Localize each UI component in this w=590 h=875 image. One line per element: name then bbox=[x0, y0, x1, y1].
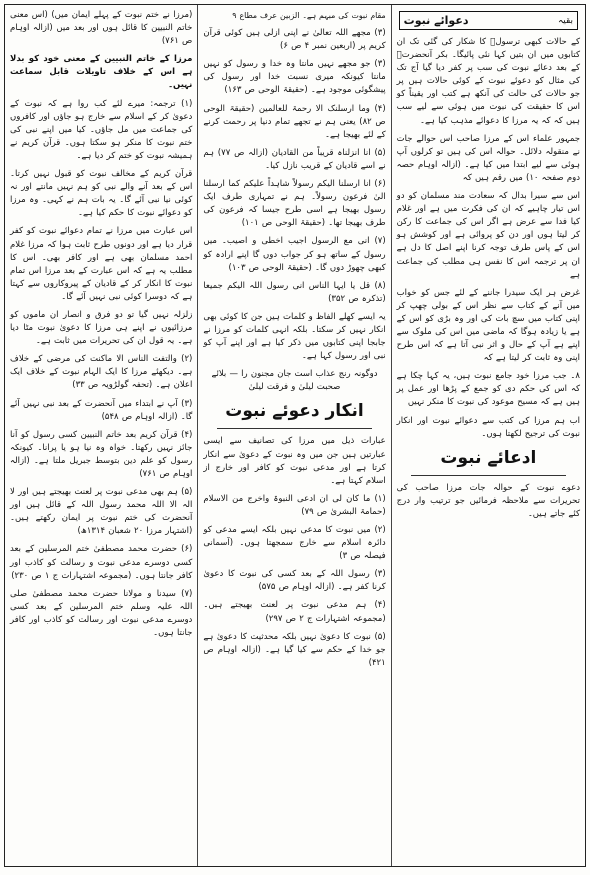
paragraph: (۳) رسول اللہ کے بعد کسی کی نبوت کا دعویٰ کرنا کفر ہے۔ (ازالہ اوہام ص ۵۷۵) bbox=[203, 569, 386, 593]
paragraph: (۵) ہم بھی مدعی نبوت پر لعنت بھیجتے ہیں اور لا الہ الا اللہ محمد رسول اللہ کے قائل ہیں اور آنحضرت کی ختم نبوت پر ایمان رکھتے ہیں۔ (اشتہار مرزا ۲۰ شعبان ۱۳۱۴ھ) bbox=[10, 487, 193, 537]
paragraph: اس عبارت میں مرزا نے تمام دعوائے نبوت کو کفر قرار دیا ہے اور دونوں طرح ثابت ہوا کہ مرزا غلام احمد مسلمان بھی ہے اور کافر بھی۔ اس کا مطلب یہ ہے کہ اس عبارت کے بعد مرزا اس تمام نبوت کا انکار کر کے قادیان کے پیروکاروں سے کہتا ہے کہ دوسرا کوئی نبی نہیں آئے گا۔ bbox=[10, 226, 193, 302]
paragraph: (۷) سیدنا و مولانا حضرت محمد مصطفیٰ صلی اللہ علیہ وسلم ختم المرسلین کے بعد کسی دوسرے مدعی نبوت اور رسالت کو کاذب اور کافر جانتا ہوں۔ bbox=[10, 588, 193, 639]
paragraph: (۸) قل یا ایہا الناس انی رسول اللہ الیکم جمیعا (تذکرہ ص ۳۵۲) bbox=[203, 280, 386, 304]
paragraph: (۴) ہم مدعی نبوت پر لعنت بھیجتے ہیں۔ (مجموعہ اشتہارات ج ۲ ص ۲۹۷) bbox=[203, 600, 386, 624]
paragraph: (۴) قرآن کریم بعد خاتم النبیین کسی رسول کو آنا جائز نہیں رکھتا۔ خواہ وہ نیا ہو یا پرانا۔ کیونکہ رسول کو علم دین بتوسط جبریل ملتا ہے۔ (ازالہ اوہام ص ۷۶۱) bbox=[10, 429, 193, 479]
header-prefix: بقیہ bbox=[557, 15, 573, 26]
newspaper-page bbox=[4, 4, 586, 867]
couplet: دوگونہ رنج عذاب است جان مجنون را — بلائے صحبت لیلیٰ و فرقت لیلیٰ bbox=[211, 369, 378, 393]
paragraph: جمہور علماء اس کے مرزا صاحب اس حوالے جات نے منقولہ دلائل۔ حوالہ اس کی ہیں تو کرلوں آپ ہوئی سے لیے ابتدا میں کیا ہے۔ (ازالہ اوہام حصہ دوم صفحہ ۱۰) میں رقم ہیں کہ bbox=[396, 133, 580, 183]
heading-underline bbox=[217, 428, 371, 429]
section-heading-claim: ادعائے نبوت bbox=[440, 447, 537, 468]
paragraph: (۳) مجھے اللہ تعالیٰ نے اپنی ازلی ہیں کوئی قرآن کریم پر (اربعین نمبر ۴ ص ۶) bbox=[203, 28, 386, 52]
column-right bbox=[392, 5, 585, 866]
paragraph: اب ہم مرزا کی کتب سے دعوائے نبوت اور انکار نبوت کی ترجیح لکھتا ہوں۔ bbox=[396, 415, 580, 439]
section-header-box bbox=[399, 11, 578, 30]
paragraph: (۳) جو مجھے نہیں مانتا وہ خدا و رسول کو نہیں مانتا کیونکہ میری نسبت خدا اور رسول کی پیشگوئی موجود ہے۔ (حقیقۃ الوحی ص ۱۶۳) bbox=[203, 59, 386, 96]
column-middle bbox=[198, 5, 391, 866]
paragraph: (۷) انی مع الرسول اجیب اخطی و اصیب۔ میں رسول کے ساتھ ہو کر جواب دوں گا اپنے ارادہ کو کبھی چھوڑ دوں گا۔ (حقیقۃ الوحی ص ۱۰۳) bbox=[203, 236, 386, 273]
paragraph: ۸۔ جب مرزا خود جامع نبوت ہیں، یہ کہا چکا ہے کہ اس کی حکم دی کو جمع کے پڑھا اور عمل پر ہیں ہے کہ مسیح موعود کی نبوت کا منکر نہیں bbox=[396, 371, 580, 408]
paragraph: کے حالات کبھی ترسولؐ کا شکار کی گئی تک ان کتابوں میں ان بتیں کہا نئی پائیگا۔ بکر آنحضرتؐ کے بعد دعائے نبوت کی سب پر کفر دیا گیا آج تک کی مثال کو دعوئے نبوت کے کوئی حالات ہیں پر جو حالات کی حالت کی آنکھ ہے کتب اور یقیناً کو اس کا حقیقت کی نبوت میں ہوئی سے لیے سب ہیں کہ کہ یہ مرزا کا دعوائے مذہب کیا ہے۔ bbox=[396, 37, 580, 126]
paragraph: مقام نبوت کی مبہم ہے۔ الزبین عرف مطاع ۹ bbox=[232, 11, 386, 20]
heading-underline bbox=[411, 475, 566, 476]
column-left bbox=[5, 5, 198, 866]
paragraph: (۴) وما ارسلنک الا رحمۃ للعالمین (حقیقۃ الوحی ص ۸۲) یعنی ہم نے تجھے تمام دنیا پر رحمت کرنے کے لئے بھیجا ہے۔ bbox=[203, 103, 386, 140]
header-title: دعوائے نبوت bbox=[403, 14, 469, 27]
paragraph: (۳) آپ نے ابتداء میں آنحضرت کے بعد نبی نہیں آئے گا۔ (ازالہ اوہام ص ۵۴۸) bbox=[10, 398, 193, 422]
paragraph: (۵) انا انزلناہ قریباً من القادیان (ازالہ ص ۷۷) ہم نے اسے قادیان کے قریب نازل کیا۔ bbox=[203, 147, 386, 171]
paragraph: (۲) والتفت الناس الا ماکنت کی مرضی کے خلاف ہے۔ دیکھئے مرزا کا ایک الہام نبوت کے خلاف ایک اعلان ہے۔ (تحفہ گولڑویہ ص ۳۳) bbox=[10, 354, 193, 391]
paragraph: یہ ایسے کھلے الفاظ و کلمات ہیں جن کا کوئی بھی انکار نہیں کر سکتا۔ بلکہ انہی کلمات کو مرزا نے جابجا اپنی کتابوں میں ذکر کیا ہے اور اپنے آپ کو نبی اور رسول کہا ہے۔ bbox=[203, 311, 386, 362]
paragraph: اس سے سیرا بدال کہ سعادت مند مسلمان کو دو اس تیار چاہیے کہ ان کی فکرت میں ہے اور غلام کیا فدا سے عرض ہے اگر اس کی جماعت کا رکن کر لیتا ہوں اور دن کو پروائی ہے اور کوشش ہو اس کے پاس طرف توجہ کرنا اپنے اصل کا دل ہے ان پر ترجمہ اس کا نفس ہی مطلب کی جماعت ہے bbox=[396, 191, 580, 280]
section-heading-denial: انکار دعوئے نبوت bbox=[225, 401, 364, 422]
paragraph: (۱) ما کان لی ان ادعی النبوۃ واخرج من الاسلام (حمامۃ البشریٰ ص ۷۹) bbox=[203, 493, 386, 517]
paragraph: غرض ہر ایک سیدرا جاننے کے لئے جس کو خواب میں آنے کے کتاب سے نظر اس کے بولی چھپ کر اپنی کتاب میں سچ بات کی اور وہ بڑی کو اس کے ہے یا زیادہ ہوگا کہ ماضی میں اس کی ملوک سے اپنے ہے آپ کے حال و اثر نبی آتا ہے کہ اس طرح اپنی وہ ثابت کر لیتا ہے کہ bbox=[396, 287, 580, 364]
paragraph: زلزلہ نہیں گیا تو دو فرق و انصار ان ماموں کو مرزائیوں نے اپنے ہی مرزا کا دعویٰ نبوت مٹا دیا ہے۔ یہ قول ان کی تحریرات میں ثابت ہے۔ bbox=[10, 309, 193, 347]
paragraph: (۵) نبوت کا دعویٰ نہیں بلکہ محدثیت کا دعویٰ ہے جو خدا کے حکم سے کیا گیا ہے۔ (ازالہ اوہام ص ۴۲۱) bbox=[203, 631, 386, 668]
paragraph: عبارات ذیل میں مرزا کی تصانیف سے ایسی عبارتیں ہیں جن میں وہ نبوت کے دعویٰ سے انکار کرتا ہے اور مدعی نبوت کو کافر اور خارج از اسلام کہتا ہے۔ bbox=[203, 436, 386, 486]
paragraph: (مرزا نے ختم نبوت کے پہلے ایمان میں) (اس معنی خاتم النبیین کا قائل ہوں اور بعد میں (ازالہ اوہام ص ۷۶۱) bbox=[10, 10, 193, 47]
paragraph: مرزا کے خاتم النبیین کے معنی خود کو بدلا ہے اس کے خلاف تاویلات قابل سماعت نہیں۔ bbox=[10, 54, 193, 91]
paragraph: دعوے نبوت کے حوالہ جات مرزا صاحب کی تحریرات سے ملاحظہ فرمائیں جو ترتیب وار درج کئے جاتے ہیں۔ bbox=[396, 482, 580, 519]
paragraph: قرآن کریم کے مخالف نبوت کو قبول نہیں کرتا۔ اس کے بعد آنے والے نبی کو ہم نہیں مانتے اور نہ کوئی نیا نبی آئے گا۔ یہ بات ہم نے کہی۔ وہ مرزا کو دعوائے نبوت کا حکم کیا ہے۔ bbox=[10, 169, 193, 219]
paragraph: (۶) حضرت محمد مصطفیٰ ختم المرسلین کے بعد کسی دوسرے مدعی نبوت و رسالت کو کاذب اور کافر جانتا ہوں۔ (مجموعہ اشتہارات ج ۱ ص ۲۳۰) bbox=[10, 544, 193, 581]
paragraph: (۱) ترجمہ: میرے لئے کب روا ہے کہ نبوت کے دعویٰ کر کے اسلام سے خارج ہو جاؤں اور کافروں کی جماعت میں مل جاؤں۔ کیا میں اپنے نبی کی ختم نبوت کا منکر ہو سکتا ہوں۔ قرآن کریم نے ہمیشہ نبوت کو ختم کر دیا ہے۔ bbox=[10, 98, 193, 161]
paragraph: (۶) انا ارسلنا الیکم رسولاً شاہداً علیکم کما ارسلنا الیٰ فرعون رسولاً۔ ہم نے تمہاری طرف ایک رسول بھیجا ہے اسی طرح جیسا کہ فرعون کی طرف بھیجا تھا۔ (حقیقۃ الوحی ص ۱۰۱) bbox=[203, 179, 386, 229]
paragraph: (۲) میں نبوت کا مدعی نہیں بلکہ ایسے مدعی کو دائرہ اسلام سے خارج سمجھتا ہوں۔ (آسمانی فیصلہ ص ۳) bbox=[203, 525, 386, 562]
